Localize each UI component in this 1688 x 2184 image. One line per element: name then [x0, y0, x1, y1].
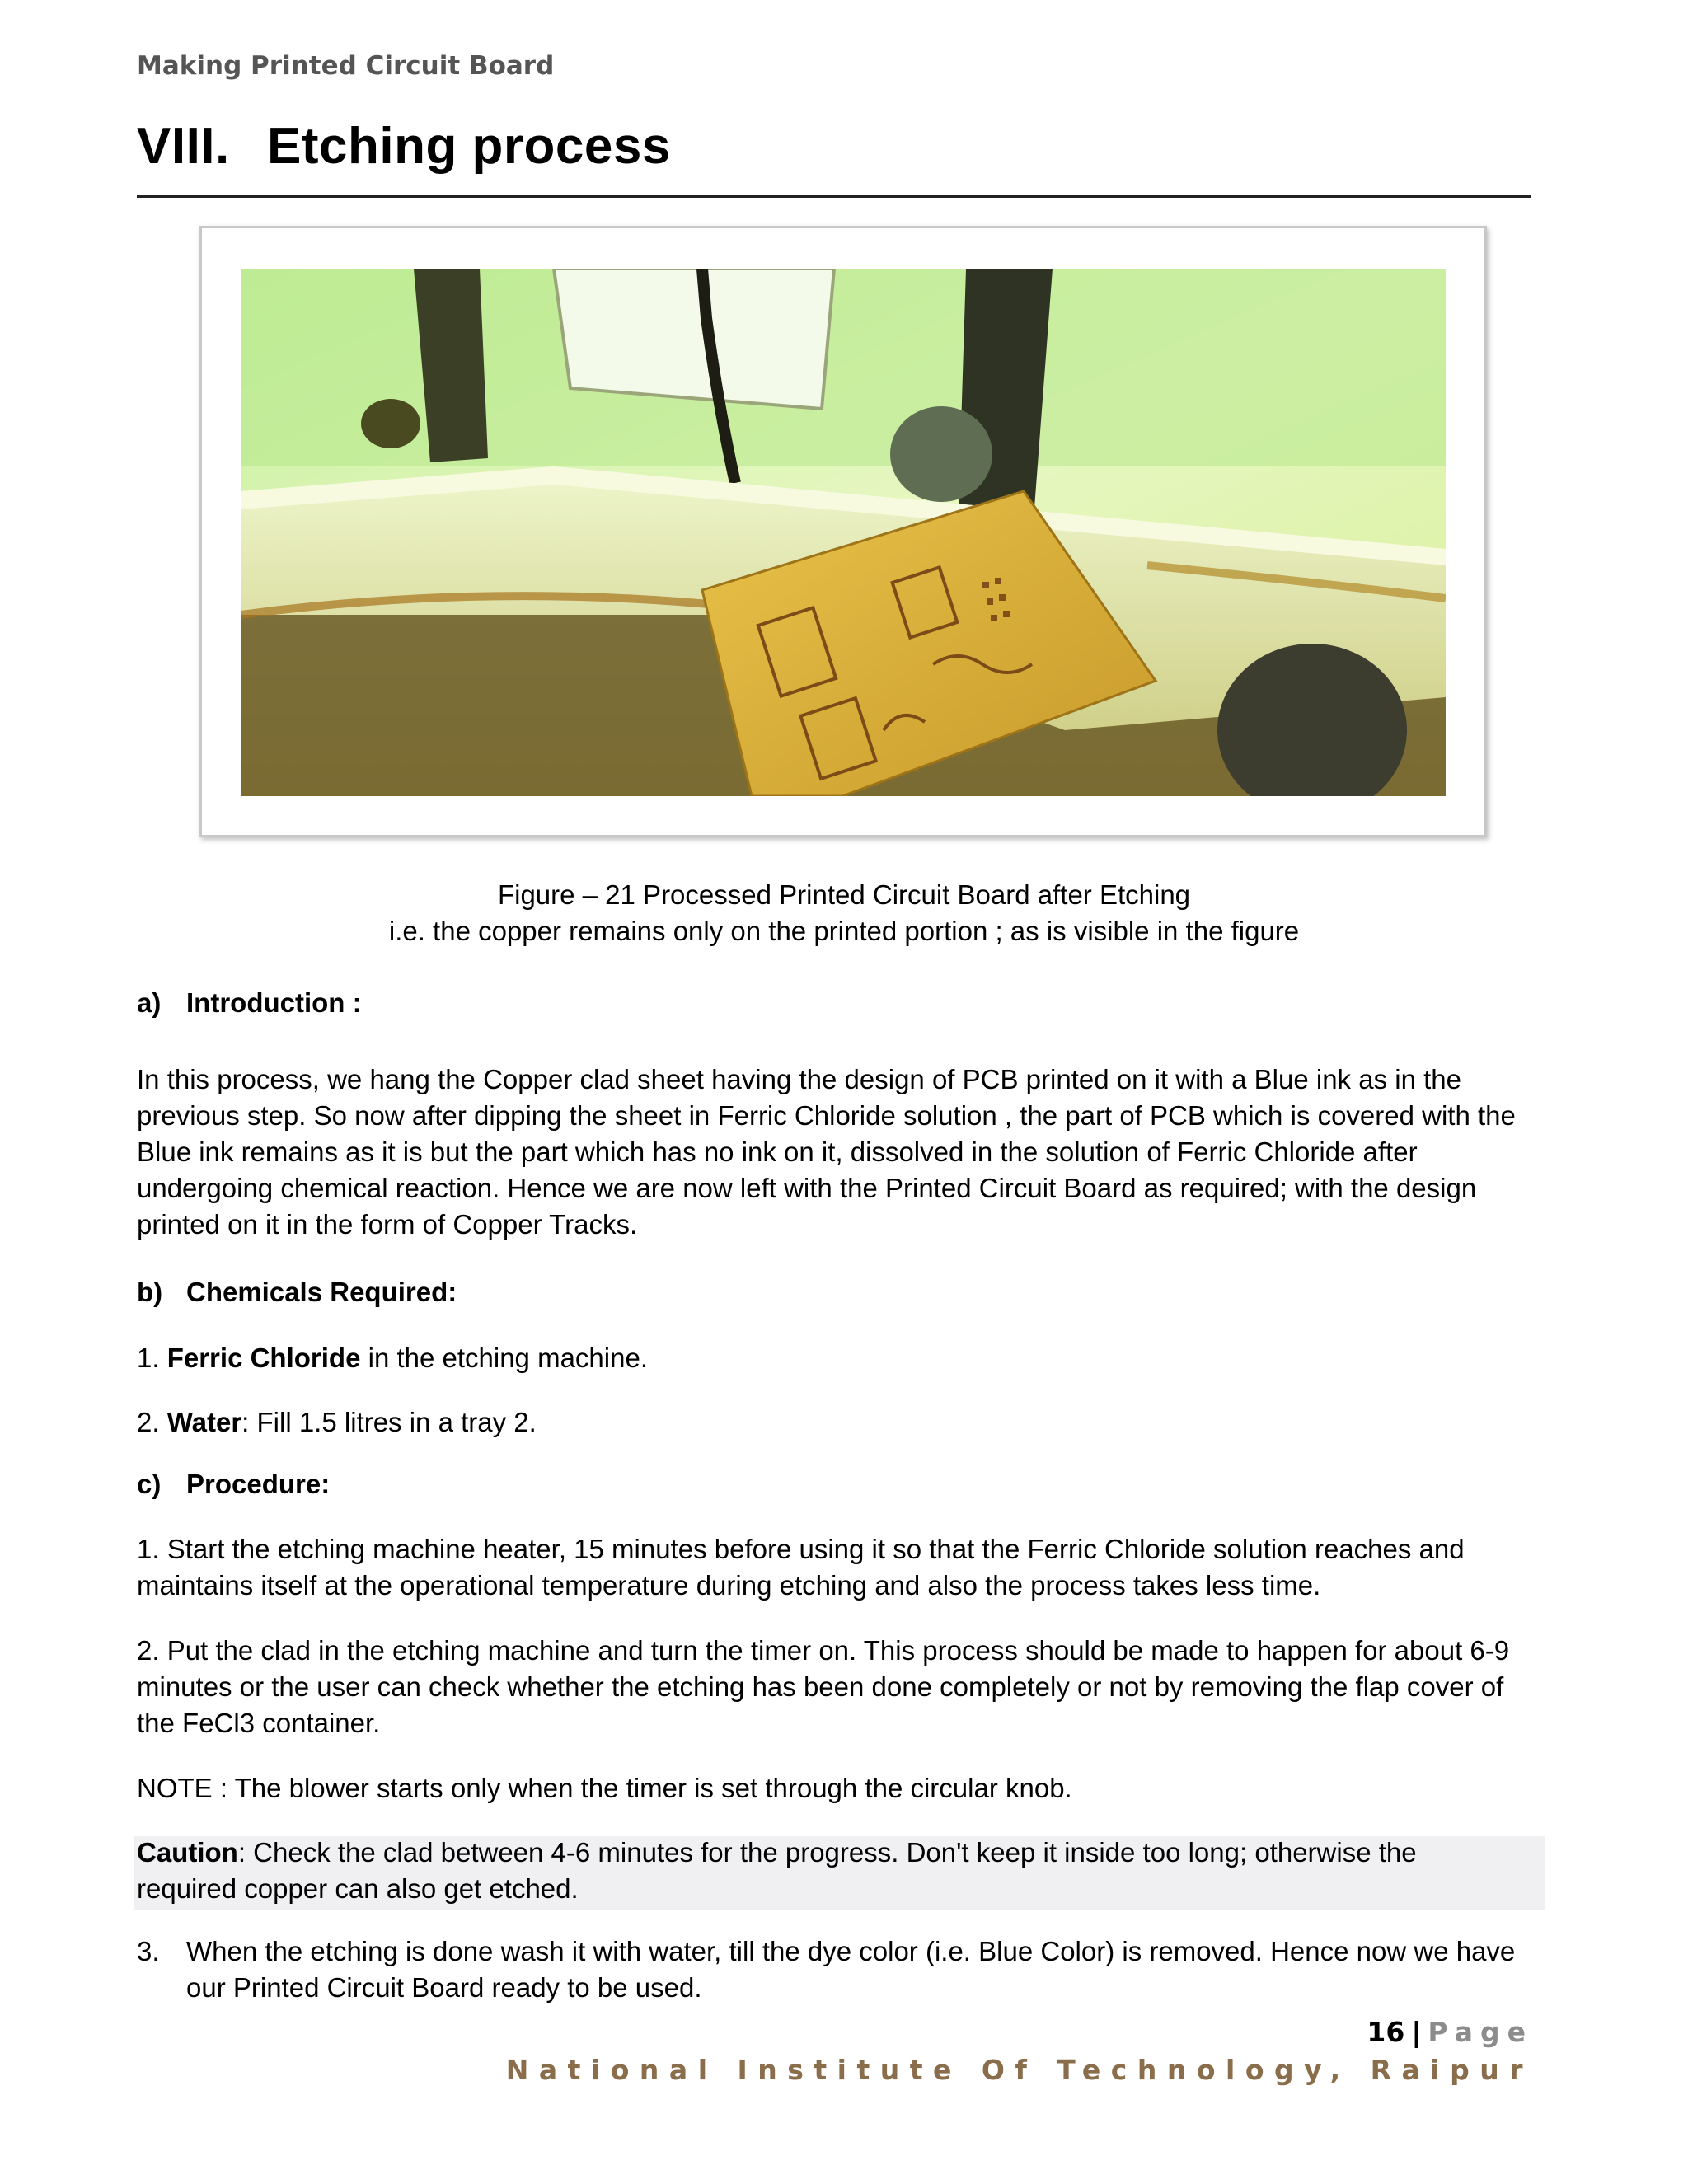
running-header: Making Printed Circuit Board [137, 51, 555, 81]
chemicals-heading-text: Chemicals Required: [186, 1277, 457, 1307]
procedure-step-3 [137, 1933, 1546, 2006]
page-word: Page [1428, 2016, 1533, 2048]
intro-line: Blue ink remains as it is but the part which has no ink on it, dissolved in the solution of Ferric Chloride after [137, 1137, 1418, 1167]
figure-caption-subtext: i.e. the copper remains only on the printed portion ; as is visible in the figure [388, 916, 1300, 946]
procedure-label: c) [137, 1469, 162, 1499]
step-line: 2. Put the clad in the etching machine and turn the timer on. This process should be made to happen for about 6-9 [137, 1635, 1510, 1666]
intro-heading [137, 987, 362, 1019]
chemical-item-number: 2. [137, 1407, 160, 1437]
step-line: minutes or the user can check whether the etching has been done completely or not by removing the flap cover of [137, 1671, 1504, 1702]
chemicals-label: b) [137, 1277, 163, 1307]
chemical-item [137, 1340, 1546, 1376]
caution-line: required copper can also get etched. [137, 1873, 579, 1904]
chemical-item [137, 1404, 1546, 1441]
caution-line: : Check the clad between 4-6 minutes for the progress. Don't keep it inside too long; otherwise the [237, 1837, 1417, 1868]
chemical-item-number: 1. [137, 1343, 160, 1373]
chemical-name: Water [166, 1407, 242, 1437]
procedure-heading [137, 1469, 330, 1500]
step-line: 1. Start the etching machine heater, 15 minutes before using it so that the Ferric Chloride solution reaches and [137, 1534, 1465, 1564]
procedure-step-2 [137, 1633, 1546, 1741]
intro-line: printed on it in the form of Copper Tracks. [137, 1209, 638, 1240]
procedure-heading-text: Procedure: [186, 1469, 331, 1499]
chemical-detail: in the etching machine. [360, 1343, 648, 1373]
caution-text [137, 1835, 1546, 1907]
step-number: 3. [137, 1936, 160, 1966]
procedure-step-1 [137, 1531, 1546, 1604]
page-separator: | [1411, 2016, 1422, 2048]
page-number [1367, 2016, 1533, 2048]
step-line: maintains itself at the operational temperature during etching and also the process takes less time. [137, 1570, 1321, 1601]
step-line: the FeCl3 container. [137, 1708, 381, 1738]
intro-heading-text: Introduction : [186, 987, 362, 1018]
section-title [137, 117, 671, 176]
step-line: our Printed Circuit Board ready to be used. [186, 1972, 702, 2003]
intro-line: previous step. So now after dipping the sheet in Ferric Chloride solution , the part of PCB which is covered with the [137, 1100, 1516, 1131]
page-number-value: 16 [1367, 2016, 1405, 2048]
caution-label: Caution [137, 1837, 238, 1868]
section-title-text: Etching process [267, 118, 671, 175]
title-underline [137, 195, 1531, 198]
note-text: NOTE : The blower starts only when the timer is set through the circular knob. [137, 1773, 1072, 1803]
intro-line: undergoing chemical reaction. Hence we are now left with the Printed Circuit Board as required; with the design [137, 1173, 1477, 1203]
chemical-name: Ferric Chloride [166, 1343, 361, 1373]
chemical-detail: : Fill 1.5 litres in a tray 2. [241, 1407, 537, 1437]
intro-label: a) [137, 987, 162, 1018]
chemicals-heading [137, 1277, 457, 1308]
etching-photo [241, 269, 1446, 796]
step-line: When the etching is done wash it with water, till the dye color (i.e. Blue Color) is removed. Hence now we have [186, 1936, 1516, 1966]
figure-caption: Figure – 21 Processed Printed Circuit Board after Etching [497, 879, 1191, 910]
section-number: VIII. [137, 118, 230, 175]
institute-footer: National Institute Of Technology, Raipur [505, 2054, 1533, 2086]
intro-paragraph [137, 1062, 1546, 1243]
intro-line: In this process, we hang the Copper clad sheet having the design of PCB printed on it with a Blue ink as in the [137, 1064, 1461, 1094]
